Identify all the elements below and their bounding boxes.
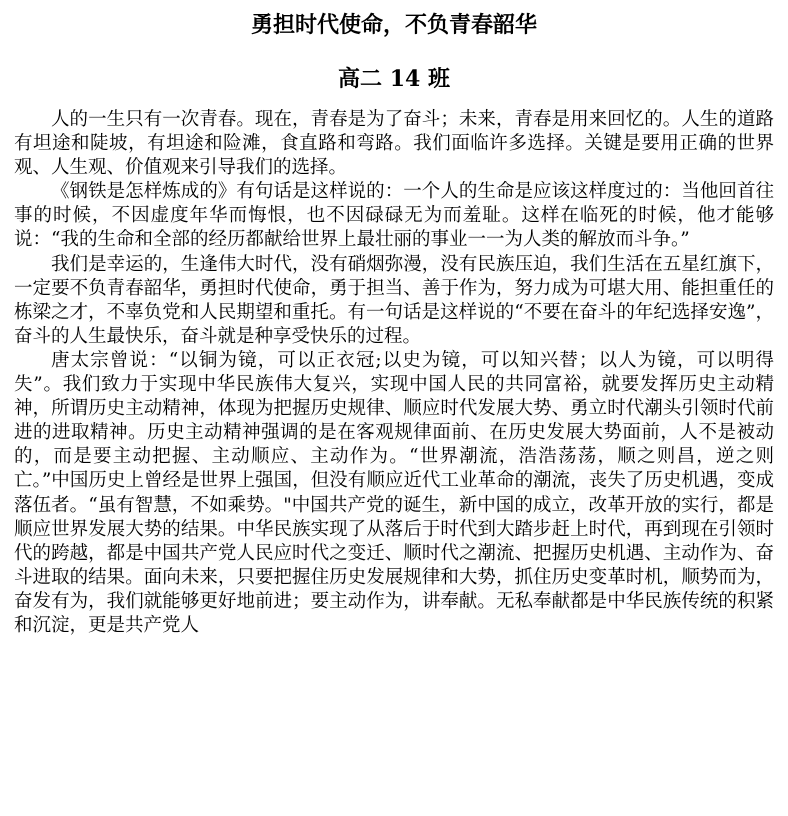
essay-title: 勇担时代使命，不负青春韶华 (250, 12, 537, 38)
essay-body (14, 108, 774, 638)
paragraph-3: 我们是幸运的，生逢伟大时代，没有硝烟弥漫，没有民族压迫，我们生活在五星红旗下，一定要不负青春韶华，勇担时代使命，勇于担当、善于作为，努力成为可堪大用、能担重任的栋梁之才，不辜负党和人民期望和重托。有一句话是这样说的“不要在奋斗的年纪选择安逸”，奋斗的人生最快乐，奋斗就是种享受快乐的过程。 (14, 253, 774, 347)
paragraph-4: 唐太宗曾说：“以铜为镜，可以正衣冠;以史为镜，可以知兴替；以人为镜，可以明得失”。我们致力于实现中华民族伟大复兴，实现中国人民的共同富裕，就要发挥历史主动精神，所谓历史主动精神，体现为把握历史规律、顺应时代发展大势、勇立时代潮头引领时代前进的进取精神。历史主动精神强调的是在客观规律面前、在历史发展大势面前，人不是被动的，而是要主动把握、主动顺应、主动作为。“世界潮流，浩浩荡荡，顺之则昌，逆之则亡。”中国历史上曾经是世界上强国，但没有顺应近代工业革命的潮流，丧失了历史机遇，变成落伍者。“虽有智慧，不如乘势。"中国共产党的诞生，新中国的成立，改革开放的实行，都是顺应世界发展大势的结果。中华民族实现了从落后于时代到大踏步赶上时代，再到现在引领时代的跨越，都是中国共产党人民应时代之变迁、顺时代之潮流、把握历史机遇、主动作为、奋斗进取的结果。面向未来，只要把握住历史发展规律和大势，抓住历史变革时机，顺势而为，奋发有为，我们就能够更好地前进；要主动作为，讲奉献。无私奉献都是中华民族传统的积紧和沉淀，更是共产党人 (14, 349, 774, 636)
paragraph-1: 人的一生只有一次青春。现在，青春是为了奋斗；未来，青春是用来回忆的。人生的道路有坦途和陡坡，有坦途和险滩，食直路和弯路。我们面临许多选择。关键是要用正确的世界观、人生观、价值观来引导我们的选择。 (14, 109, 774, 179)
paragraph-2: 《钢铁是怎样炼成的》有句话是这样说的：一个人的生命是应该这样度过的：当他回首往事的时候，不因虚度年华而悔恨，也不因碌碌无为而羞耻。这样在临死的时候，他才能够说：“我的生命和全部的经历都献给世界上最壮丽的事业一一为人类的解放而斗争。” (14, 181, 774, 251)
class-label: 高二 14 班 (338, 66, 450, 92)
